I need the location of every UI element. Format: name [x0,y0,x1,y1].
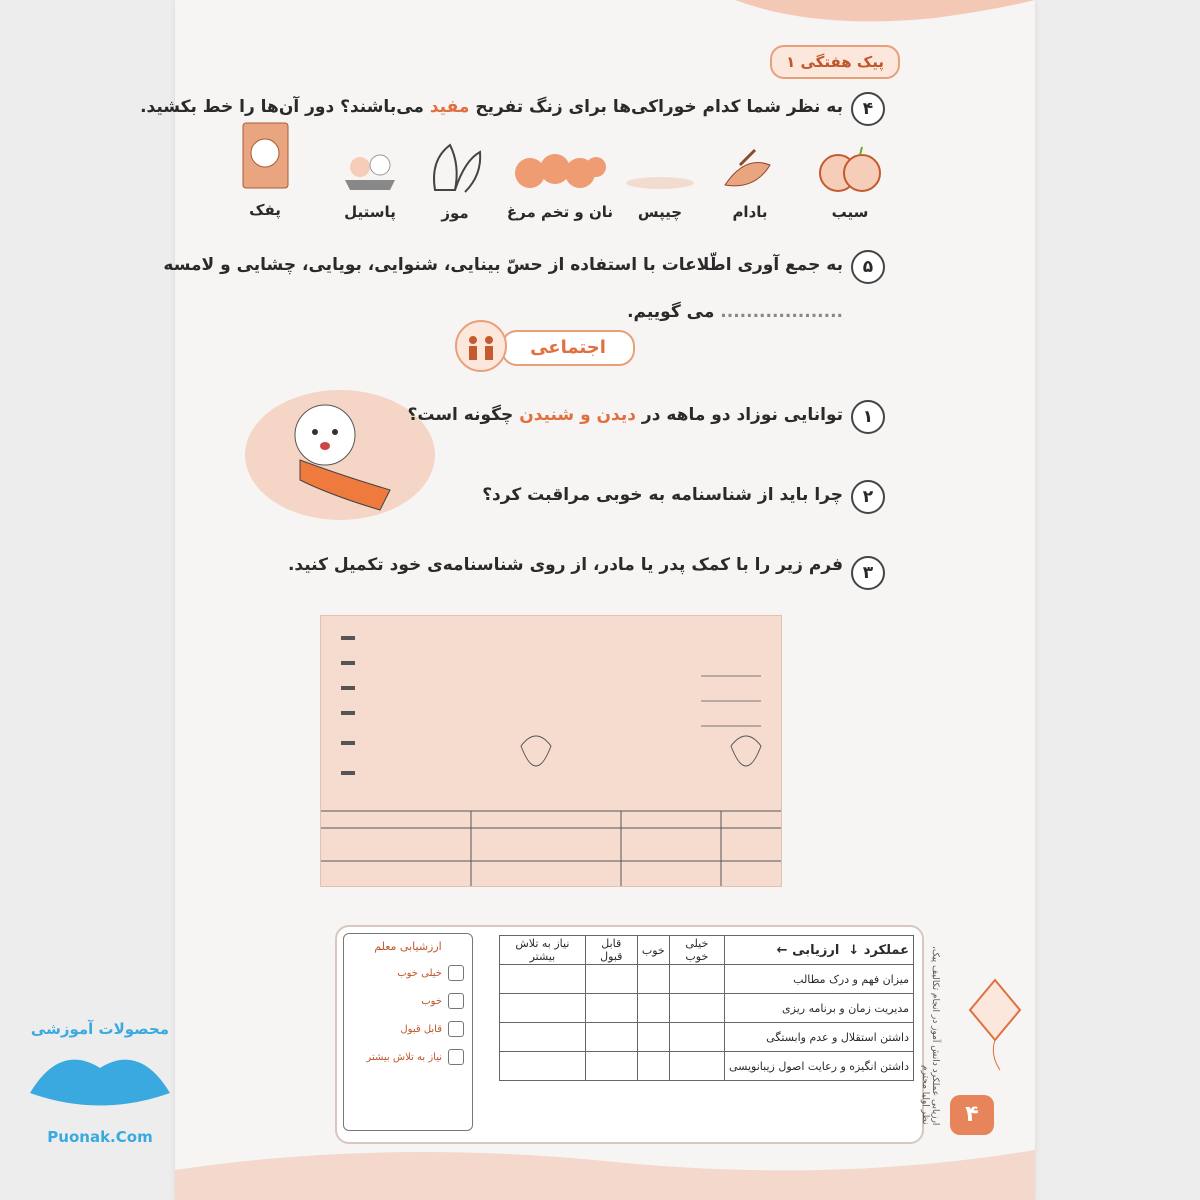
rating-cell[interactable] [669,965,724,994]
puonak-logo-icon [20,1038,180,1118]
rating-cell[interactable] [669,1023,724,1052]
baby-illustration [240,380,440,530]
worksheet-page [140,0,1035,1200]
teacher-option[interactable]: خیلی خوب [352,965,464,981]
teacher-option[interactable]: قابل قبول [352,1021,464,1037]
page-number: ۴ [950,1095,994,1135]
column-header: خیلی خوب [669,936,724,965]
egg-bread-icon [510,145,610,195]
kite-icon [965,975,1025,1075]
food-item-banana[interactable]: موز [410,140,500,222]
rating-cell[interactable] [637,1023,669,1052]
brand-logo [20,1020,180,1146]
social-question-1: توانایی نوزاد دو ماهه در دیدن و شنیدن چگونه است؟ [407,405,843,425]
family-icon [455,320,507,372]
rating-cell[interactable] [585,1052,637,1081]
table-row-label: داشتن استقلال و عدم وابستگی [725,1023,914,1052]
birth-certificate-form[interactable] [320,615,782,887]
rating-cell[interactable] [585,965,637,994]
social-section-header [455,320,635,370]
almond-icon [715,145,785,195]
chips-icon [620,145,700,195]
evaluation-table [499,935,914,1081]
rating-cell[interactable] [669,994,724,1023]
logo-subtitle: محصولات آموزشی [30,1020,170,1038]
table-row-label: میزان فهم و درک مطالب [725,965,914,994]
social-question-2: چرا باید از شناسنامه به خوبی مراقبت کرد؟ [482,485,843,505]
checkbox[interactable] [448,1021,464,1037]
food-item-almond[interactable]: بادام [705,145,795,221]
question-number: ۵ [851,250,885,284]
question-number: ۳ [851,556,885,590]
rating-cell[interactable] [585,994,637,1023]
rating-cell[interactable] [637,965,669,994]
question-number: ۱ [851,400,885,434]
social-question-3: فرم زیر را با کمک پدر یا مادر، از روی شناسنامه‌ی خود تکمیل کنید. [287,555,843,575]
food-item-apple[interactable]: سیب [805,145,895,221]
teacher-evaluation-box [343,933,473,1131]
logo-domain: Puonak.Com [47,1128,153,1146]
teacher-eval-title: ارزشیابی معلم [374,940,442,953]
column-header: قابل قبول [585,936,637,965]
teacher-option[interactable]: نیاز به تلاش بیشتر [352,1049,464,1065]
checkbox[interactable] [448,993,464,1009]
rating-cell[interactable] [500,1052,586,1081]
rating-cell[interactable] [637,1052,669,1081]
checkbox[interactable] [448,1049,464,1065]
rating-cell[interactable] [585,1023,637,1052]
question-number: ۴ [851,92,885,126]
question-5-line2: ................... می گوییم. [627,302,843,322]
section-title: اجتماعی [501,330,635,366]
food-item-gummy[interactable]: پاستیل [325,135,415,221]
banana-icon [420,140,490,196]
food-item-bread-egg[interactable]: نان و تخم مرغ [505,145,615,221]
highlight-word: مفید [429,97,470,117]
question-number: ۲ [851,480,885,514]
rating-cell[interactable] [500,1023,586,1052]
rating-cell[interactable] [500,994,586,1023]
top-wave-decoration [175,0,1035,40]
puff-snack-icon [238,118,293,193]
bottom-wave-decoration [175,1130,1035,1200]
apple-icon [810,145,890,195]
side-note: ارزیابی عملکرد دانش آموز در انجام تکالیف پیک، نظر اولیا محترم [920,945,940,1125]
food-item-chips[interactable]: چیپس [615,145,705,221]
rating-cell[interactable] [669,1052,724,1081]
form-lines [321,616,781,886]
weekly-badge: پیک هفتگی ۱ [770,45,900,79]
table-row-label: داشتن انگیزه و رعایت اصول زیبانویسی [725,1052,914,1081]
column-header: عملکرد ↓ ارزیابی ← [725,936,914,965]
table-row-label: مدیریت زمان و برنامه ریزی [725,994,914,1023]
food-item-puff[interactable]: پفک [230,118,300,219]
column-header: نیاز به تلاش بیشتر [500,936,586,965]
teacher-option[interactable]: خوب [352,993,464,1009]
question-5-text: به جمع آوری اطّلاعات با استفاده از حسّ بینایی، شنوایی، بویایی، چشایی و لامسه [163,255,843,275]
column-header: خوب [637,936,669,965]
rating-cell[interactable] [500,965,586,994]
checkbox[interactable] [448,965,464,981]
evaluation-panel [335,925,924,1144]
rating-cell[interactable] [637,994,669,1023]
gummy-icon [335,135,405,195]
question-4-text: به نظر شما کدام خوراکی‌ها برای زنگ تفریح مفید می‌باشند؟ دور آن‌ها را خط بکشید. [140,97,843,117]
